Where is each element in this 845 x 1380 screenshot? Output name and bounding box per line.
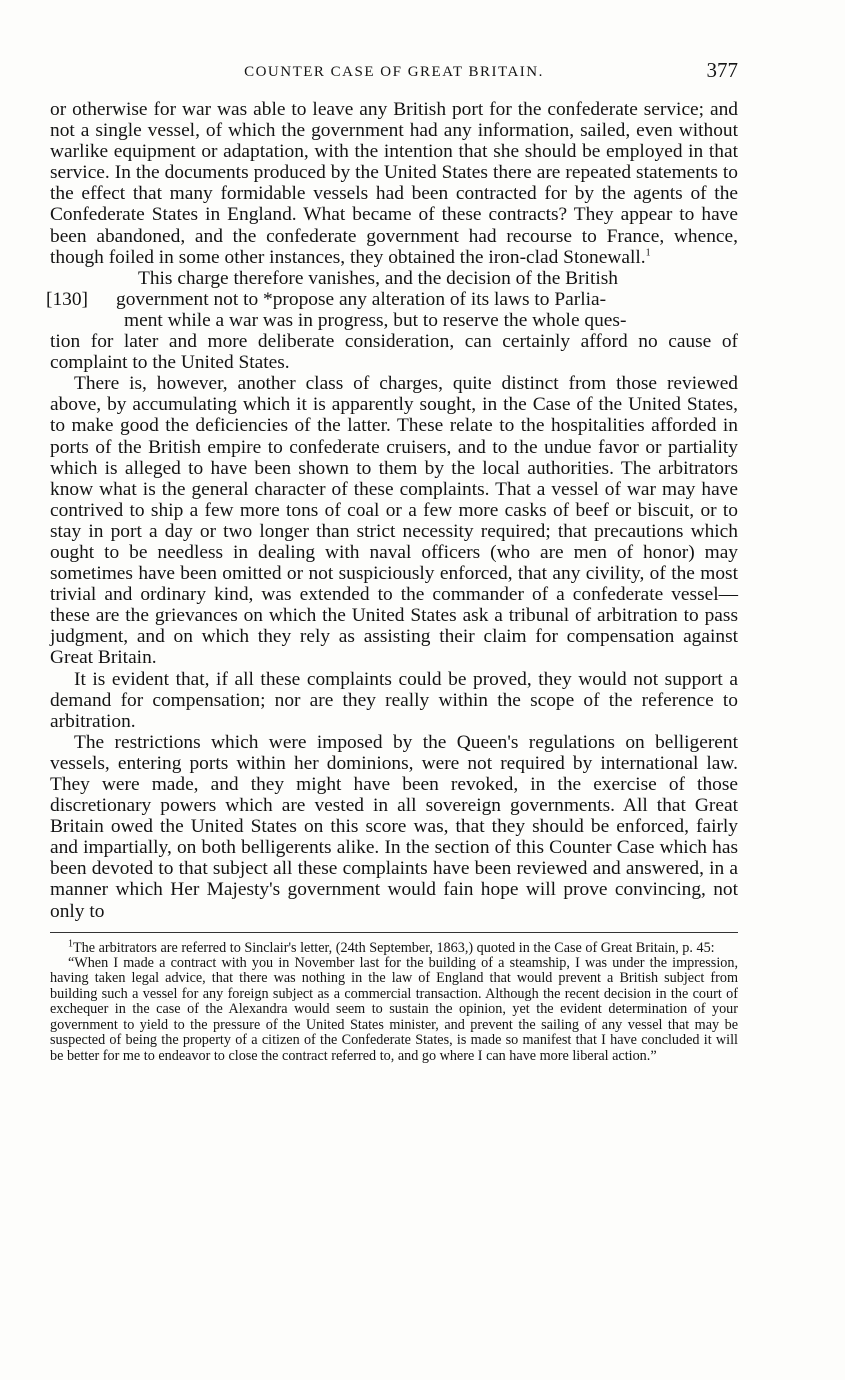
paragraph-2-line-1: This charge therefore vanishes, and the decision of the British <box>138 267 618 289</box>
footnote-ref: 1 <box>645 247 651 259</box>
paragraph-1-text: or otherwise for war was able to leave any British port for the confederate service; and not a single vessel, of which the government had any information, sailed, even without warlike equipment or adaptation, with the intention that she should be employed in that service. In the documents produced by the United States there are repeated statements to the effect that many formidable vessels had been contracted for by the agents of the Confederate States in England. What became of these contracts? They appear to have been abandoned, and the confederate government had recourse to France, whence, though foiled in some other instances, they obtained the iron-clad Stonewall. <box>50 99 738 268</box>
footnotes <box>50 937 738 1064</box>
document-page <box>46 58 738 1064</box>
body-text <box>46 99 738 922</box>
paragraph-4: It is evident that, if all these complaints could be proved, they would not support a demand for compensation; nor are they really within the scope of the reference to arbitration. <box>50 668 738 732</box>
paragraph-5: The restrictions which were imposed by the Queen's regulations on belligerent vessels, entering ports within her dominions, were not required by international law. They were made, and they might have been revoked, in the exercise of those discretionary powers which are vested in all sovereign governments. All that Great Britain owed the United States on this score was, that they should be enforced, fairly and impartially, on both belligerents alike. In the section of this Counter Case which has been devoted to that subject all these complaints have been reviewed and answered, in a manner which Her Majesty's government would fain hope will prove convincing, not only to <box>50 731 738 922</box>
side-page-marker: [130] <box>46 288 89 310</box>
paragraph-2-line-2: government not to *propose any alteration of its laws to Parlia- <box>116 288 607 310</box>
footnote-1 <box>50 937 738 956</box>
running-title: COUNTER CASE OF GREAT BRITAIN. <box>244 64 544 80</box>
page-header <box>50 58 738 86</box>
footnote-divider <box>50 932 738 933</box>
paragraph-2-rest: tion for later and more deliberate consideration, can certainly afford no cause of complaint to the United States. <box>50 331 738 374</box>
paragraph-1 <box>50 99 738 268</box>
footnote-mark: 1 <box>68 937 73 949</box>
footnote-1-text: The arbitrators are referred to Sinclair's letter, (24th September, 1863,) quoted in the Case of Great Britain, p. 45: <box>73 939 715 956</box>
paragraph-2-line-3: ment while a war was in progress, but to reserve the whole ques- <box>124 309 627 331</box>
footnote-quote: “When I made a contract with you in November last for the building of a steamship, I was under the impression, having taken legal advice, that there was nothing in the law of England that would prevent a British subject from building such a vessel for any foreign subject as a commercial transaction. Although the recent decision in the court of exchequer in the case of the Alexandra would seem to sustain the opinion, yet the evident determination of your government to yield to the pressure of the United States minister, and prevent the sailing of any vessel that may be suspected of being the property of a citizen of the Confederate States, is made so manifest that I have concluded it will be better for me to endeavor to close the contract referred to, and go where I can have more liberal action.” <box>50 955 738 1064</box>
marginal-row <box>46 288 738 331</box>
paragraph-3: There is, however, another class of charges, quite distinct from those reviewed above, by accumulating which it is apparently sought, in the Case of the United States, to make good the deficiencies of the latter. These relate to the hospitalities afforded in ports of the British empire to confederate cruisers, and to the undue favor or partiality which is alleged to have been shown to them by the local authorities. The arbitrators know what is the general character of these complaints. That a vessel of war may have contrived to ship a few more tons of coal or a few more casks of beef or biscuit, or to stay in port a day or two longer than strict necessity required; that precautions which ought to be needless in dealing with naval officers (who are men of honor) may sometimes have been omitted or not suspiciously enforced, that any civility, of the most trivial and ordinary kind, was extended to the commander of a confederate vessel—these are the grievances on which the United States ask a tribunal of arbitration to pass judgment, and on which they rely as assisting their claim for compensation against Great Britain. <box>50 373 738 669</box>
page-number: 377 <box>706 58 738 82</box>
